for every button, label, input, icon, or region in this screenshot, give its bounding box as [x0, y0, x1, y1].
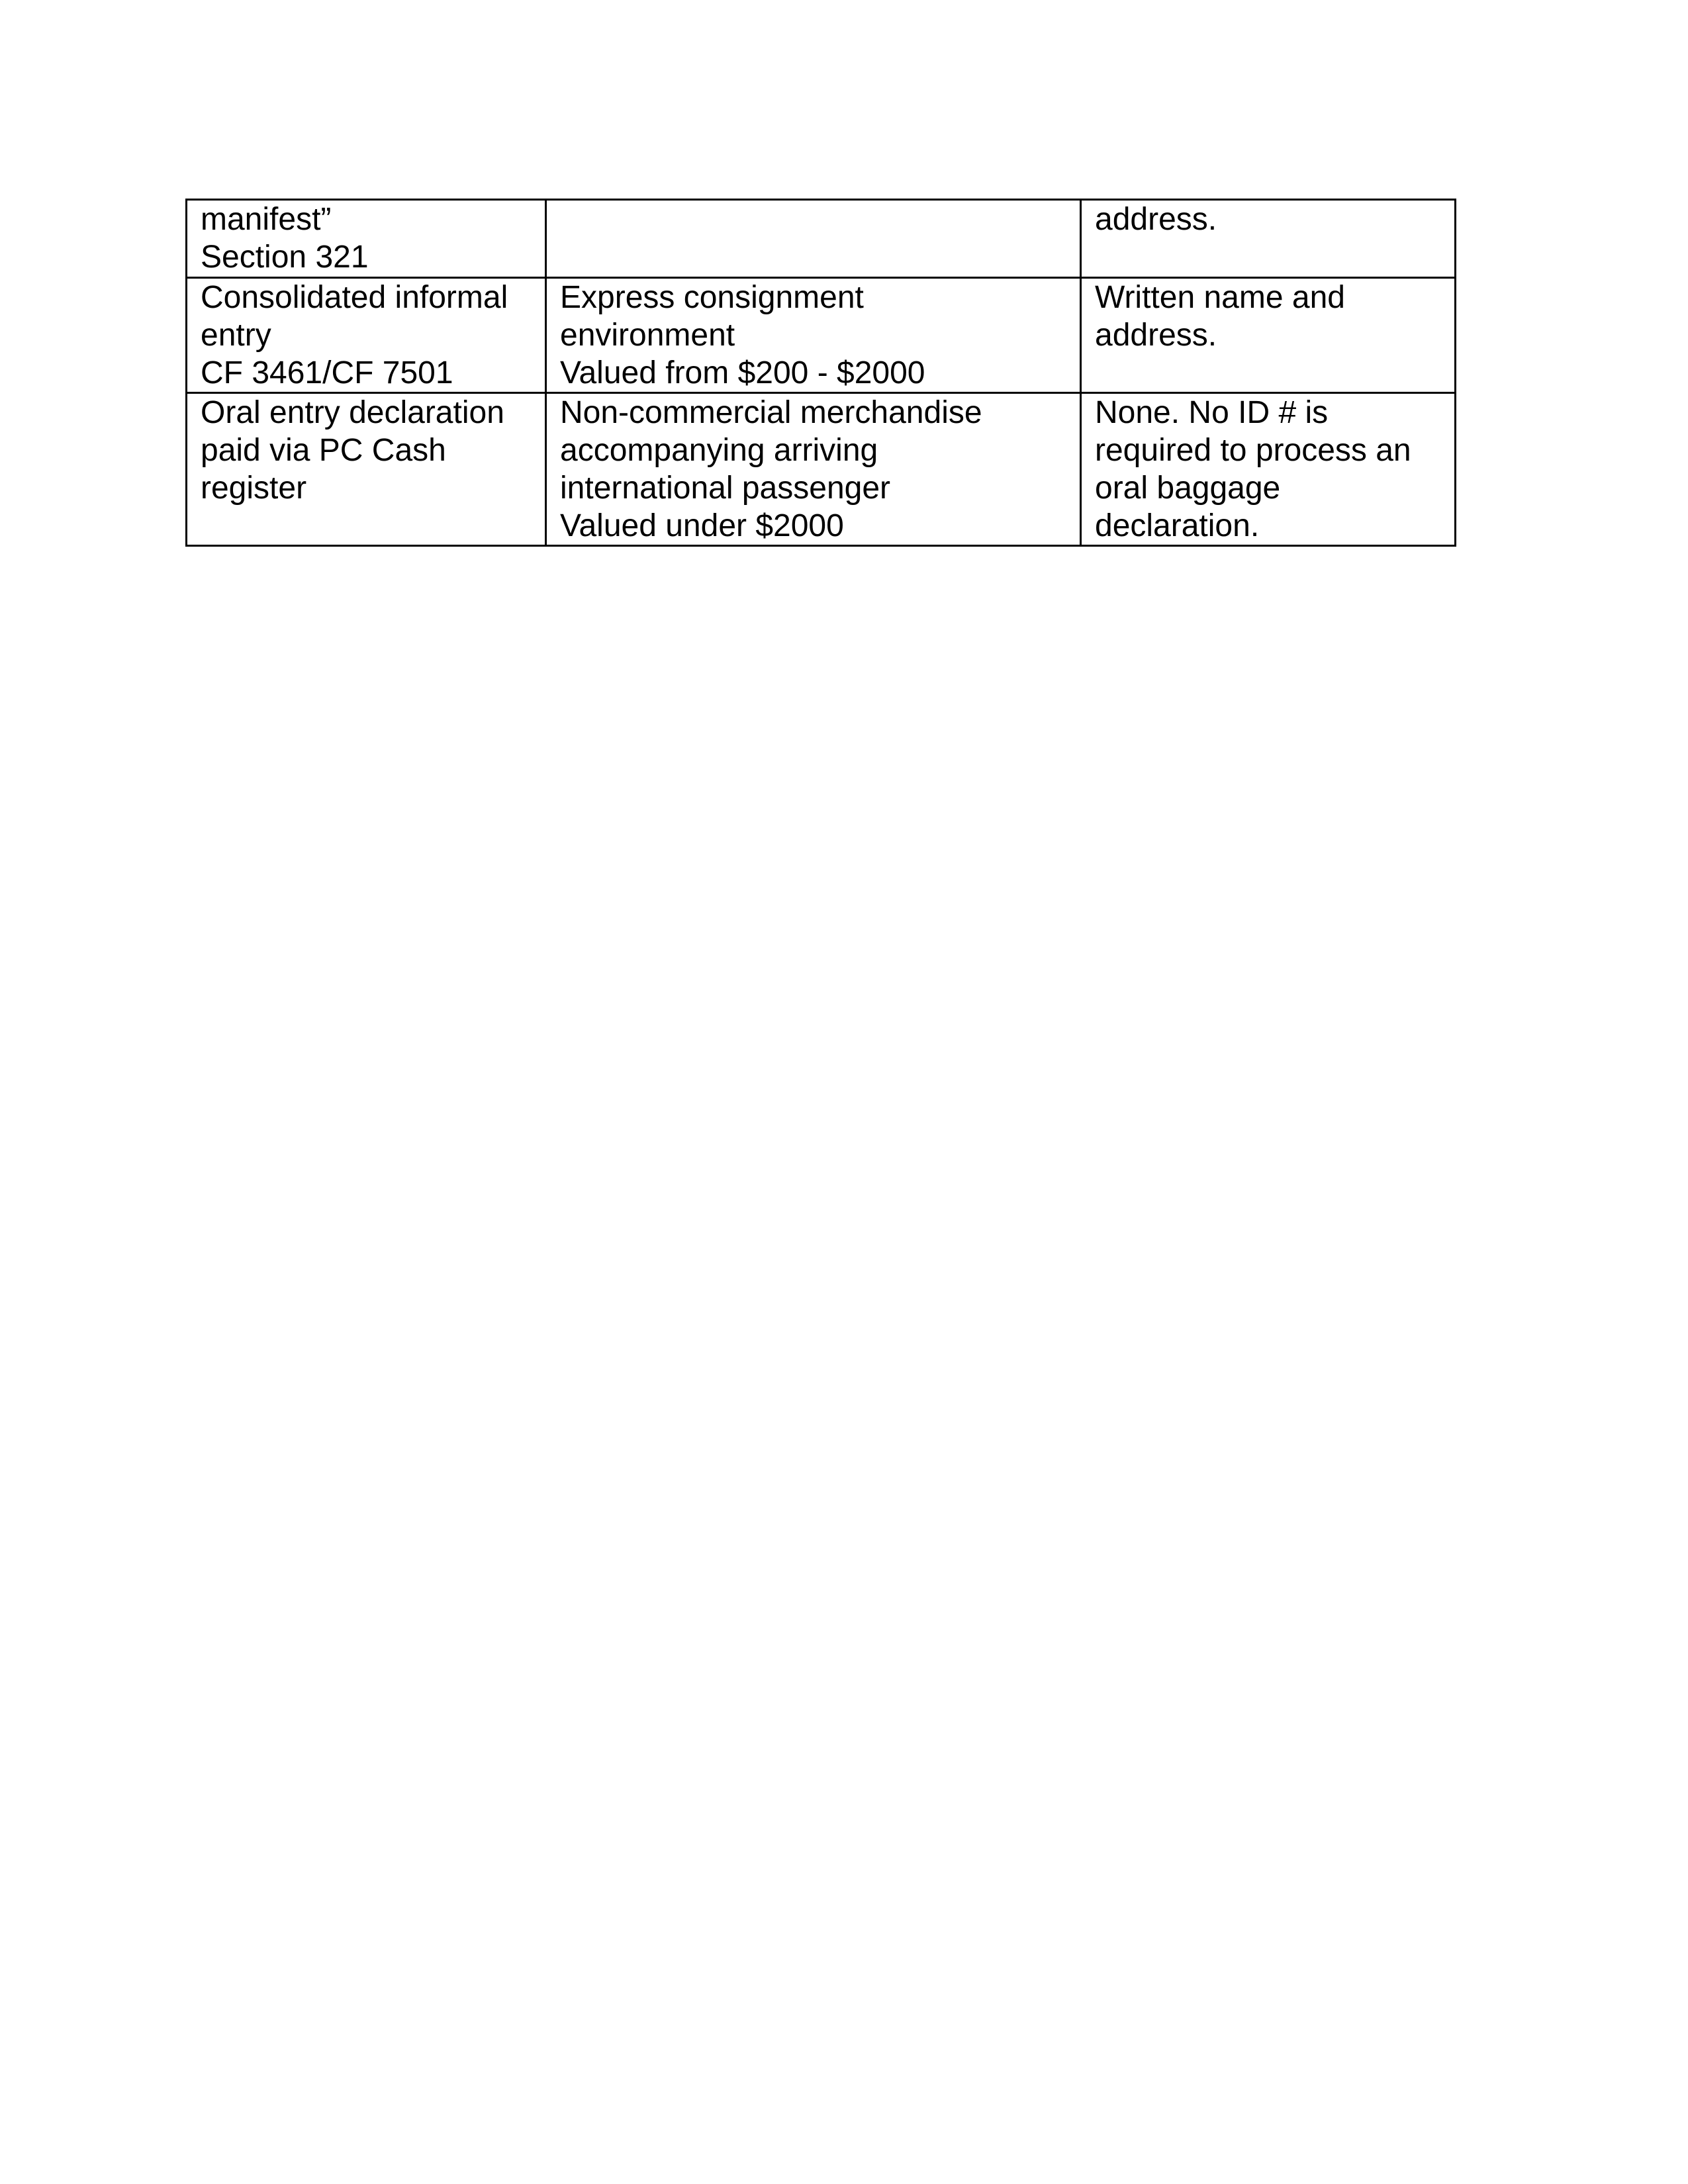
- cell-line: address.: [1095, 318, 1217, 353]
- cell-line: Express consignment: [560, 280, 864, 315]
- identification-cell: [1081, 278, 1456, 393]
- cell-line: Oral entry declaration: [201, 395, 504, 430]
- table-row: [187, 393, 1456, 546]
- table-row: [187, 278, 1456, 393]
- cell-line: Valued under $2000: [560, 508, 844, 543]
- identification-cell: [1081, 393, 1456, 546]
- cell-line: environment: [560, 318, 735, 353]
- cell-line: Section 321: [201, 240, 369, 275]
- cell-line: declaration.: [1095, 508, 1260, 543]
- environment-cell: [546, 200, 1081, 278]
- cell-line: required to process an: [1095, 433, 1411, 468]
- cell-line: None. No ID # is: [1095, 395, 1329, 430]
- cell-line: oral baggage: [1095, 471, 1281, 506]
- cell-line: register: [201, 471, 307, 506]
- entry-type-cell: [187, 200, 546, 278]
- entry-type-cell: [187, 393, 546, 546]
- cell-line: manifest”: [201, 202, 332, 237]
- environment-cell: [546, 278, 1081, 393]
- cell-line: Non-commercial merchandise: [560, 395, 982, 430]
- entry-types-table: [185, 199, 1456, 547]
- environment-cell: [546, 393, 1081, 546]
- cell-line: international passenger: [560, 471, 891, 506]
- cell-line: Written name and: [1095, 280, 1345, 315]
- cell-line: paid via PC Cash: [201, 433, 446, 468]
- cell-line: accompanying arriving: [560, 433, 878, 468]
- cell-line: address.: [1095, 202, 1217, 237]
- identification-cell: [1081, 200, 1456, 278]
- cell-line: Consolidated informal: [201, 280, 508, 315]
- cell-line: CF 3461/CF 7501: [201, 355, 453, 390]
- table-row: [187, 200, 1456, 278]
- entry-type-cell: [187, 278, 546, 393]
- cell-line: Valued from $200 - $2000: [560, 355, 925, 390]
- cell-line: entry: [201, 318, 271, 353]
